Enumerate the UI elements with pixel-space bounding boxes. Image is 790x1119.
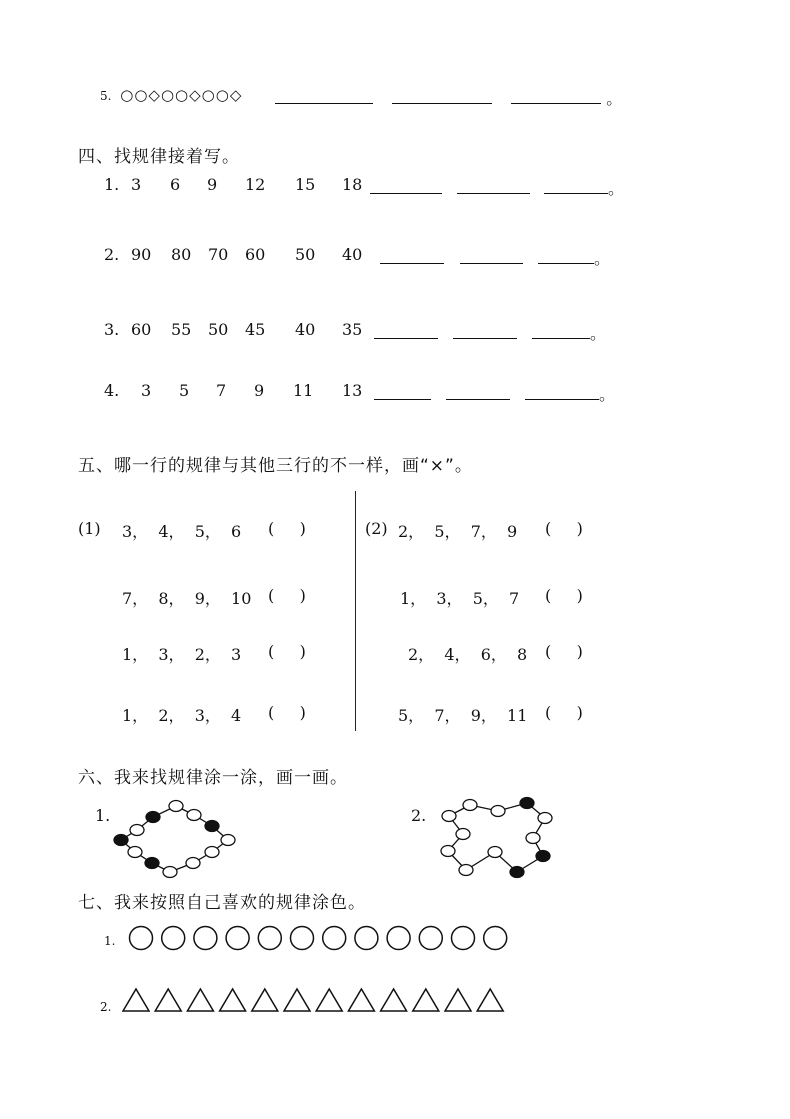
- number-row: 2， 4， 6， 8: [408, 645, 528, 664]
- item-index: 5.: [100, 89, 112, 103]
- section-7-title: 七、我来按照自己喜欢的规律涂色。: [78, 893, 366, 913]
- bead-white[interactable]: [169, 801, 183, 812]
- circle-shape[interactable]: [162, 927, 185, 950]
- group-2-label: (2): [365, 519, 388, 538]
- section-6-title: 六、我来找规律涂一涂，画一画。: [78, 768, 348, 788]
- bead-white[interactable]: [488, 847, 502, 858]
- circle-shape[interactable]: [452, 927, 475, 950]
- period: 。: [590, 324, 607, 343]
- bead-black[interactable]: [146, 812, 160, 823]
- triangle-shape[interactable]: [316, 989, 342, 1011]
- period: 。: [594, 249, 611, 268]
- sequence-number: 15: [295, 175, 316, 194]
- number-row: 2， 5， 7， 9: [398, 522, 518, 541]
- shape-pattern: ○○◇○○◇○○◇: [120, 86, 243, 104]
- number-row: 1， 2， 3， 4: [122, 706, 242, 725]
- bead-black[interactable]: [536, 851, 550, 862]
- answer-parenthesis[interactable]: ( ): [268, 703, 306, 722]
- answer-parenthesis[interactable]: ( ): [545, 642, 583, 661]
- circle-shape[interactable]: [419, 927, 442, 950]
- bead-white[interactable]: [459, 865, 473, 876]
- circle-shape[interactable]: [387, 927, 410, 950]
- sequence-number: 9: [254, 381, 265, 400]
- period: 。: [599, 385, 616, 404]
- sequence-number: 45: [245, 320, 266, 339]
- item-index: 2.: [411, 806, 427, 825]
- bead-ring-1: [114, 801, 235, 878]
- sequence-number: 18: [342, 175, 363, 194]
- sequence-number: 90: [131, 245, 152, 264]
- number-row: 5， 7， 9， 11: [398, 706, 528, 725]
- triangle-shape[interactable]: [187, 989, 213, 1011]
- bead-black[interactable]: [114, 835, 128, 846]
- bead-white[interactable]: [186, 858, 200, 869]
- bead-white[interactable]: [442, 811, 456, 822]
- item-index: 2.: [100, 1000, 112, 1014]
- sequence-number: 50: [295, 245, 316, 264]
- sequence-number: 12: [245, 175, 266, 194]
- answer-parenthesis[interactable]: ( ): [545, 586, 583, 605]
- triangle-shape[interactable]: [348, 989, 374, 1011]
- bead-ring-2: [441, 798, 552, 878]
- answer-parenthesis[interactable]: ( ): [545, 703, 583, 722]
- bead-black[interactable]: [510, 867, 524, 878]
- circle-shape[interactable]: [323, 927, 346, 950]
- triangle-shape[interactable]: [413, 989, 439, 1011]
- sequence-number: 35: [342, 320, 363, 339]
- sequence-number: 11: [293, 381, 314, 400]
- sequence-number: 9: [207, 175, 218, 194]
- bead-white[interactable]: [463, 800, 477, 811]
- sequence-number: 5: [179, 381, 190, 400]
- circle-shape[interactable]: [130, 927, 153, 950]
- sequence-number: 80: [171, 245, 192, 264]
- answer-parenthesis[interactable]: ( ): [268, 519, 306, 538]
- bead-white[interactable]: [205, 847, 219, 858]
- circle-row: [130, 927, 507, 950]
- sequence-number: 60: [245, 245, 266, 264]
- circle-shape[interactable]: [258, 927, 281, 950]
- answer-parenthesis[interactable]: ( ): [545, 519, 583, 538]
- group-1-label: (1): [78, 519, 101, 538]
- bead-white[interactable]: [491, 806, 505, 817]
- bead-white[interactable]: [163, 867, 177, 878]
- sequence-number: 3: [131, 175, 142, 194]
- item-index: 2.: [104, 245, 120, 264]
- answer-parenthesis[interactable]: ( ): [268, 586, 306, 605]
- sequence-number: 60: [131, 320, 152, 339]
- sequence-number: 50: [208, 320, 229, 339]
- circle-shape[interactable]: [194, 927, 217, 950]
- bead-black[interactable]: [145, 858, 159, 869]
- sequence-number: 13: [342, 381, 363, 400]
- sequence-number: 40: [342, 245, 363, 264]
- bead-white[interactable]: [130, 825, 144, 836]
- circle-shape[interactable]: [291, 927, 314, 950]
- triangle-shape[interactable]: [220, 989, 246, 1011]
- item-index: 1.: [104, 934, 116, 948]
- number-row: 1， 3， 5， 7: [400, 589, 520, 608]
- sequence-number: 3: [141, 381, 152, 400]
- triangle-shape[interactable]: [381, 989, 407, 1011]
- sequence-number: 6: [170, 175, 181, 194]
- number-row: 7， 8， 9， 10: [122, 589, 252, 608]
- circle-shape[interactable]: [484, 927, 507, 950]
- bead-white[interactable]: [456, 829, 470, 840]
- triangle-shape[interactable]: [123, 989, 149, 1011]
- period: 。: [608, 179, 625, 198]
- sequence-number: 70: [208, 245, 229, 264]
- item-index: 1.: [95, 806, 111, 825]
- sequence-number: 55: [171, 320, 192, 339]
- item-index: 3.: [104, 320, 120, 339]
- triangle-row: [123, 989, 503, 1011]
- section-4-title: 四、找规律接着写。: [78, 147, 240, 167]
- bead-white[interactable]: [128, 847, 142, 858]
- triangle-shape[interactable]: [284, 989, 310, 1011]
- bead-black[interactable]: [205, 821, 219, 832]
- triangle-shape[interactable]: [445, 989, 471, 1011]
- item-index: 4.: [104, 381, 120, 400]
- bead-white[interactable]: [441, 846, 455, 857]
- circle-shape[interactable]: [226, 927, 249, 950]
- number-row: 1， 3， 2， 3: [122, 645, 242, 664]
- number-row: 3， 4， 5， 6: [122, 522, 242, 541]
- sequence-number: 40: [295, 320, 316, 339]
- bead-black[interactable]: [520, 798, 534, 809]
- section-5-title: 五、哪一行的规律与其他三行的不一样，画“×”。: [78, 456, 473, 476]
- bead-white[interactable]: [221, 835, 235, 846]
- triangle-shape[interactable]: [477, 989, 503, 1011]
- answer-parenthesis[interactable]: ( ): [268, 642, 306, 661]
- triangle-shape[interactable]: [155, 989, 181, 1011]
- circle-shape[interactable]: [355, 927, 378, 950]
- period: 。: [606, 89, 623, 108]
- triangle-shape[interactable]: [252, 989, 278, 1011]
- bead-white[interactable]: [538, 813, 552, 824]
- item-index: 1.: [104, 175, 120, 194]
- bead-white[interactable]: [187, 810, 201, 821]
- bead-white[interactable]: [526, 833, 540, 844]
- bead-string: [121, 806, 228, 872]
- sequence-number: 7: [216, 381, 227, 400]
